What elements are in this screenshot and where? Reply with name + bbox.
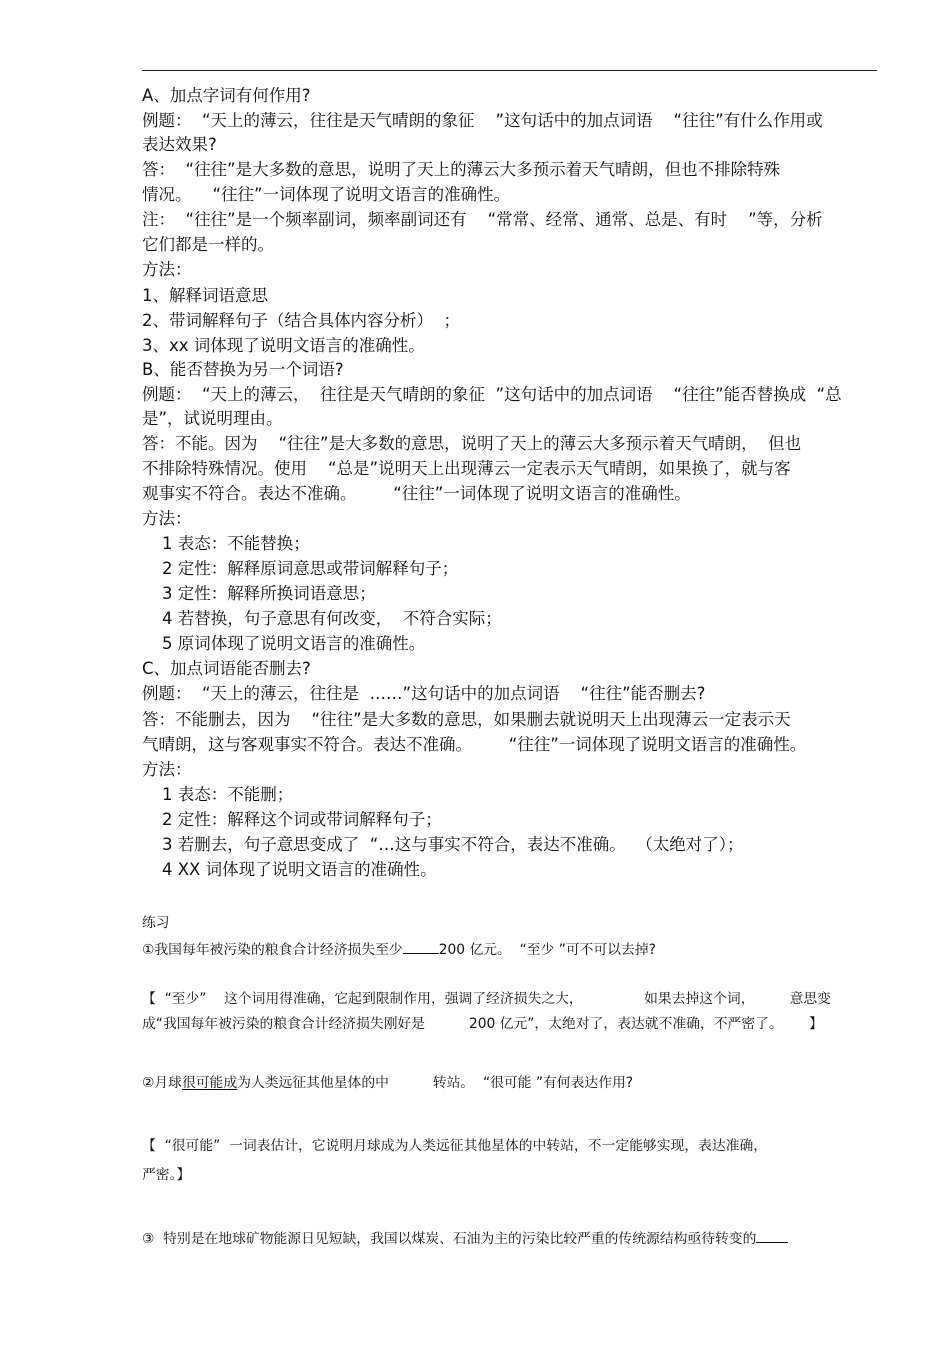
section-a-answer-line1: 答： “往往”是大多数的意思，说明了天上的薄云大多预示着天气晴朗，但也不排除特殊 [142, 160, 781, 179]
section-a-answer-line2: 情况。 “往往”一词体现了说明文语言的准确性。 [142, 185, 511, 204]
section-b-method-item: 4 若替换，句子意思有何改变， 不符合实际； [162, 609, 502, 628]
section-a-method-item: 3、xx 词体现了说明文语言的准确性。 [142, 336, 425, 355]
section-b-example-line1: 例题： “天上的薄云， 往往是天气晴朗的象征 ”这句话中的加点词语 “往往”能否替换成 “总 [142, 385, 842, 404]
section-c-answer-line1: 答：不能删去，因为 “往往”是大多数的意思，如果删去就说明天上出现薄云一定表示天 [142, 710, 791, 729]
practice-question-2 [142, 1071, 633, 1095]
section-c-method-item: 2 定性：解释这个词或带词解释句子； [162, 810, 442, 829]
section-b-answer-line1: 答：不能。因为 “往往”是大多数的意思，说明了天上的薄云大多预示着天气晴朗， 但也 [142, 434, 802, 453]
question-2-text-after: 为人类远征其他星体的中 转站。 “很可能 ”有何表达作用? [237, 1075, 634, 1091]
section-c-heading: C、加点词语能否删去? [142, 659, 311, 678]
question-1-text-before: ①我国每年被污染的粮食合计经济损失至少 [142, 942, 403, 958]
section-a-note-line2: 它们都是一样的。 [142, 235, 274, 254]
answer-blank [756, 1226, 788, 1243]
practice-question-3 [142, 1226, 788, 1251]
section-a-method-label: 方法： [142, 260, 192, 279]
section-b-method-label: 方法： [142, 509, 192, 528]
practice-title: 练习 [142, 915, 170, 931]
section-c-answer-line2: 气晴朗，这与客观事实不符合。表达不准确。 “往往”一词体现了说明文语言的准确性。 [142, 735, 807, 754]
section-b-method-item: 1 表态：不能替换； [162, 534, 310, 553]
section-a-note-line1: 注： “往往”是一个频率副词，频率副词还有 “常常、经常、通常、总是、有时 ”等，分析 [142, 210, 823, 229]
section-b-method-item: 2 定性：解释原词意思或带词解释句子； [162, 559, 459, 578]
section-b-answer-line3: 观事实不符合。表达不准确。 “往往”一词体现了说明文语言的准确性。 [142, 484, 691, 503]
section-a-method-item: 2、带词解释句子（结合具体内容分析） ； [142, 311, 460, 330]
section-c-method-item: 1 表态：不能删； [162, 785, 294, 804]
section-b-method-item: 5 原词体现了说明文语言的准确性。 [162, 634, 426, 653]
practice-answer-1-line2: 成“我国每年被污染的粮食合计经济损失刚好是 200 亿元”，太绝对了，表达就不准确，不严密了。 】 [142, 1016, 823, 1032]
answer-blank [403, 937, 439, 954]
header-rule [142, 70, 877, 71]
section-c-method-item: 3 若删去，句子意思变成了 “…这与事实不符合，表达不准确。 （太绝对了）； [162, 835, 744, 854]
section-b-answer-line2: 不排除特殊情况。使用 “总是”说明天上出现薄云一定表示天气晴朗，如果换了，就与客 [142, 459, 791, 478]
section-a-example-line2: 表达效果? [142, 135, 217, 154]
section-a-example-line1: 例题： “天上的薄云，往往是天气晴朗的象征 ”这句话中的加点词语 “往往”有什么作用或 [142, 111, 823, 130]
practice-question-1 [142, 937, 656, 962]
section-a-heading: A、加点字词有何作用? [142, 86, 311, 105]
practice-answer-2-line2: 严密。】 [142, 1167, 191, 1183]
section-c-method-label: 方法： [142, 760, 192, 779]
question-3-text: ③ 特别是在地球矿物能源日见短缺，我国以煤炭、石油为主的污染比较严重的传统源结构亟待转变的 [142, 1231, 757, 1247]
question-2-text-before: ②月球 [142, 1075, 182, 1091]
practice-answer-2-line1: 【 “很可能” 一词表估计，它说明月球成为人类远征其他星体的中转站，不一定能够实现，表达准确， [142, 1138, 768, 1154]
section-b-method-item: 3 定性：解释所换词语意思； [162, 584, 376, 603]
section-b-heading: B、能否替换为另一个词语? [142, 360, 344, 379]
section-b-example-line2: 是”，试说明理由。 [142, 409, 283, 428]
section-a-method-item: 1、解释词语意思 [142, 286, 268, 305]
practice-answer-1-line1: 【 “至少” 这个词用得准确，它起到限制作用，强调了经济损失之大， 如果去掉这个词， 意思变 [142, 991, 831, 1007]
question-1-text-after: 200 亿元。 “至少 ”可不可以去掉? [438, 942, 656, 958]
underlined-phrase: 很可能成 [181, 1075, 238, 1091]
section-c-example-line1: 例题： “天上的薄云，往往是 ……”这句话中的加点词语 “往往”能否删去? [142, 684, 706, 703]
section-c-method-item: 4 XX 词体现了说明文语言的准确性。 [162, 860, 437, 879]
